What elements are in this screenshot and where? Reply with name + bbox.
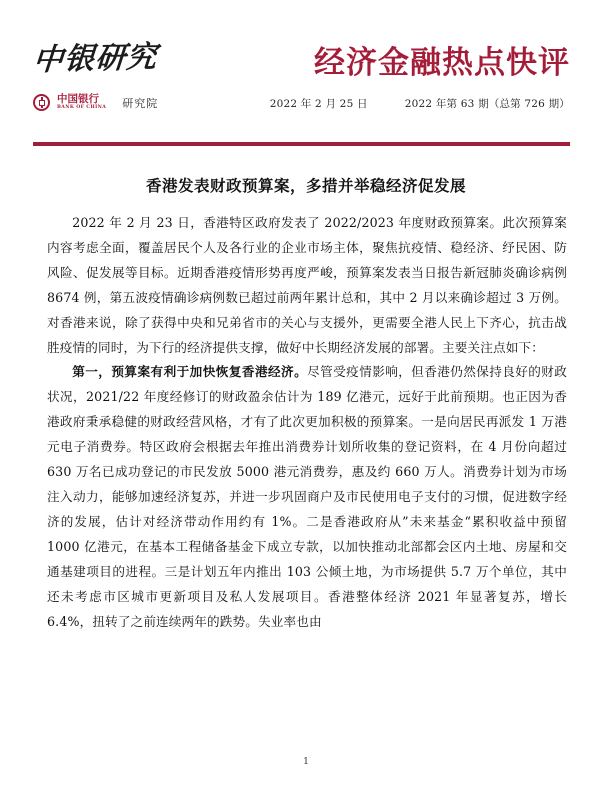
paragraph-lead: 第一，预算案有利于加快恢复香港经济。 (72, 364, 308, 380)
institute-label: 研究院 (122, 96, 159, 110)
bank-name-group (57, 94, 106, 111)
bank-name-english: BANK OF CHINA (57, 105, 107, 111)
header-divider-rule (33, 142, 570, 146)
publication-header (270, 46, 570, 111)
page-number: 1 (302, 756, 310, 767)
paragraph (47, 360, 567, 634)
paragraph-text: 尽管受疫情影响，但香港仍然保持良好的财政状况，2021/22 年度经修订的财政盈余估计为 189 亿港元，远好于此前预期。也正因为香港政府秉承稳健的财政经营风格，才有了此次更加积极的预算案。一是向居民再派发 1 万港元电子消费券。特区政府会根据去年推出消费券计划所收集的登记资料，在 4 月份向超过 630 万名已成功登记的市民发放 5000 港元消费券，惠及约 660 万人。消费券计划为市场注入动力，能够加速经济复苏，并进一步巩固商户及市民使用电子支付的习惯，促进数字经济的发展，估计对经济带动作用约有 1%。二是香港政府从”未来基金“累积收益中预留 1000 亿港元，在基本工程储备基金下成立专款，以加快推动北部都会区内土地、房屋和交通基建项目的进程。三是计划五年内推出 103 公倾土地，为市场提供 5.7 万个单位，其中还未考虑市区城市更新项目及私人发展项目。香港整体经济 2021 年显著复苏，增长 6.4%，扭转了之前连续两年的跌势。失业率也由 (47, 364, 567, 629)
page-title: 香港发表财政预算案，多措并举稳经济促发展 (145, 177, 466, 195)
brand-block (31, 39, 273, 111)
article-body (47, 211, 567, 634)
publication-date: 2022 年 2 月 25 日 (269, 98, 368, 111)
masthead (0, 39, 612, 142)
paragraph (47, 211, 567, 360)
brand-logo-script: 中银研究 (31, 39, 159, 78)
paragraph-text: 2022 年 2 月 23 日，香港特区政府发表了 2022/2023 年度财政预算案。此次预算案内容考虑全面，覆盖居民个人及各行业的企业市场主体，聚焦抗疫情、稳经济、纾民困、防风险、促发展等目标。近期香港疫情形势再度严峻，预算案发表当日报告新冠肺炎确诊病例 8674 例，第五波疫情确诊病例数已超过前两年累计总和，其中 2 月以来确诊超过 3 万例。对香港来说，除了获得中央和兄弟省市的关心与支援外，更需要全港人民上下齐心，抗击战胜疫情的同时，为下行的经济提供支撑，做好中长期经济发展的部署。主要关注点如下： (47, 215, 567, 355)
bank-of-china-logo-icon (33, 94, 50, 111)
publication-title: 经济金融热点快评 (314, 45, 570, 81)
bank-identity (33, 94, 273, 111)
publication-meta (270, 96, 570, 111)
publication-issue: 2022 年第 63 期（总第 726 期） (404, 98, 570, 111)
bank-name-chinese: 中国银行 (57, 93, 99, 106)
